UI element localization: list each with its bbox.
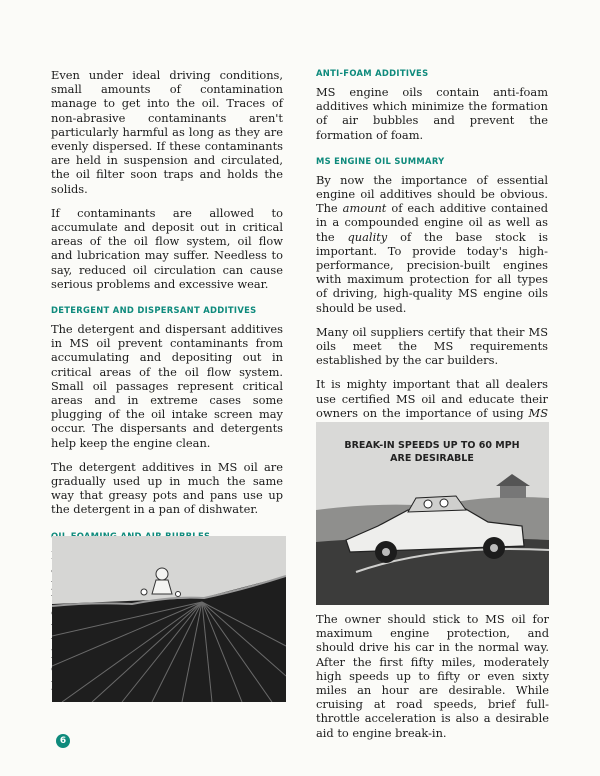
summary-text-3: of the base stock is important. To provide today's high-performance, precision-built engines with maximum protection for all types of driving, high-quality MS engine oils should be used.	[316, 229, 548, 315]
contaminants-paragraph: If contaminants are allowed to accumulate and deposit out in critical areas of the oil flow system, oil flow and lubrication may suffer. Needless to say, reduced oil circulation can cause serious problems and excessive wear.	[51, 205, 283, 291]
figure-caption-line-1: BREAK-IN SPEEDS UP TO 60 MPH	[344, 440, 520, 451]
break-in-advice-paragraph: The owner should stick to MS oil for maximum engine protection, and should drive his car in the normal way. After the first fifty miles, moderately high speeds up to fifty or even sixty miles an hour are desirable. While cruising at road speeds, brief full-throttle acceleration is also a desirable aid to engine break-in.	[316, 612, 549, 740]
break-in-car-illustration	[316, 422, 549, 605]
page-number: 6	[56, 734, 70, 748]
summary-text-2: of each additive contained in a compounded engine oil as well as the	[316, 201, 549, 244]
heading-detergent-additives: DETERGENT AND DISPERSANT ADDITIVES	[51, 305, 257, 316]
summary-emphasis-amount: amount	[342, 201, 387, 216]
break-in-car-drawing	[316, 422, 549, 605]
detergent-paragraph: The detergent and dispersant additives in MS oil prevent contaminants from accumulating and depositing out in critical areas of the oil flow system. Small oil passages represent critical areas and in extreme cases some plugging of the oil intake screen may occur. The dispersants and detergents help keep the engine clean.	[51, 322, 283, 450]
summary-emphasis-quality: quality	[347, 229, 388, 244]
intro-paragraph: Even under ideal driving conditions, small amounts of contamination manage to get into the oil. Traces of non-abrasive contaminants aren't particularly harmful as long as they are evenly dispersed. If these contaminants are held in suspension and circulated, the oil filter soon traps and holds the solids.	[51, 68, 283, 196]
dealers-emphasis: MS	[528, 405, 548, 420]
oil-surface-drawing	[52, 536, 286, 702]
oil-surface-illustration	[52, 536, 286, 702]
detergent-usage-paragraph: The detergent additives in MS oil are gradually used up in much the same way that greasy pots and pans use up the detergent in a pan of dishwater.	[51, 459, 283, 517]
anti-foam-paragraph: MS engine oils contain anti-foam additives which minimize the formation of air bubbles and prevent the formation of foam.	[316, 85, 548, 142]
suppliers-paragraph: Many oil suppliers certify that their MS oils meet the MS requirements established by the car builders.	[316, 324, 548, 368]
summary-paragraph	[316, 173, 548, 315]
heading-oil-summary: MS ENGINE OIL SUMMARY	[316, 155, 445, 166]
summary-text-1: By now the importance of essential engine oil additives should be obvious. The	[316, 172, 548, 216]
figure-caption-line-2: ARE DESIRABLE	[390, 453, 474, 464]
heading-anti-foam: ANTI-FOAM ADDITIVES	[316, 68, 429, 78]
break-in-advice-block	[316, 612, 549, 750]
dealers-text: It is mighty important that all dealers use certified MS oil and educate their owners on the importance of using	[316, 377, 548, 420]
